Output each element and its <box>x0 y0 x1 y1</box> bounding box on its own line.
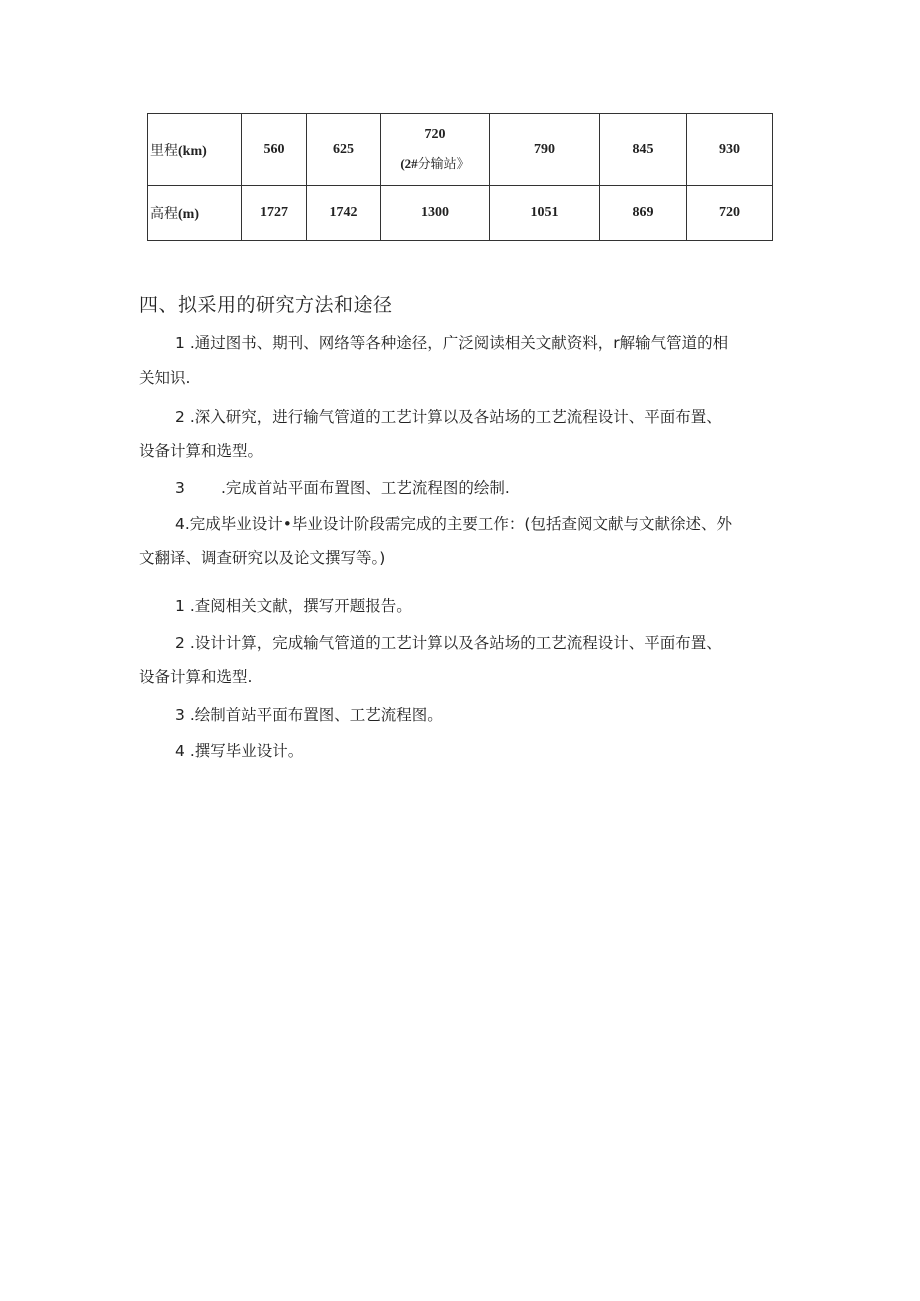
table-cell: 869 <box>600 186 687 241</box>
row-label: 里程 <box>150 142 178 159</box>
table-row-mileage <box>148 114 773 186</box>
item-number: 1 <box>175 334 185 352</box>
table-cell: 930 <box>687 114 773 186</box>
item-text: .绘制首站平面布置图、工艺流程图。 <box>189 706 443 724</box>
table-cell: 1300 <box>381 186 490 241</box>
work-item-2-cont: 设备计算和选型. <box>139 668 253 686</box>
table-cell: 720 <box>687 186 773 241</box>
item-text: .撰写毕业设计。 <box>189 742 304 760</box>
row-unit: (m) <box>178 207 199 222</box>
elevation-table <box>147 113 773 241</box>
item-text: .通过图书、期刊、网络等各种途径，广泛阅读相关文献资料，r解输气管道的相 <box>189 334 729 352</box>
item-number: 3 <box>175 479 185 497</box>
method-item-1 <box>175 331 728 353</box>
work-intro: 4.完成毕业设计•毕业设计阶段需完成的主要工作：(包括查阅文献与文献徐述、外 <box>175 515 732 533</box>
item-text: .深入研究，进行输气管道的工艺计算以及各站场的工艺流程设计、平面布置、 <box>189 408 722 426</box>
table-cell: 1727 <box>242 186 307 241</box>
method-item-3 <box>175 476 510 498</box>
work-intro-cont: 文翻译、调查研究以及论文撰写等。) <box>139 549 386 567</box>
table-cell: 1742 <box>307 186 381 241</box>
item-text: .设计计算，完成输气管道的工艺计算以及各站场的工艺流程设计、平面布置、 <box>189 634 722 652</box>
item-number: 3 <box>175 706 185 724</box>
row-unit: (km) <box>178 143 207 159</box>
row-label: 高程 <box>150 206 178 222</box>
work-item-4 <box>175 739 303 761</box>
work-item-1 <box>175 594 412 616</box>
method-item-2 <box>175 405 722 427</box>
section-heading: 四、拟采用的研究方法和途径 <box>139 294 393 316</box>
method-item-2-cont: 设备计算和选型。 <box>139 442 264 460</box>
table-cell: 560 <box>242 114 307 186</box>
work-item-3 <box>175 703 443 725</box>
table-row-elevation <box>148 186 773 241</box>
row-header-elevation <box>148 186 242 241</box>
method-item-1-cont: 关知识. <box>139 369 191 387</box>
row-header-mileage <box>148 114 242 186</box>
cell-value: 720 <box>424 127 446 142</box>
item-number: 1 <box>175 597 185 615</box>
table-cell: 845 <box>600 114 687 186</box>
work-item-2 <box>175 631 722 653</box>
item-number: 4 <box>175 742 185 760</box>
table-cell: 790 <box>490 114 600 186</box>
item-number: 2 <box>175 634 185 652</box>
item-text: .完成首站平面布置图、工艺流程图的绘制. <box>221 479 510 497</box>
item-text: .查阅相关文献，撰写开题报告。 <box>189 597 412 615</box>
table-cell: 625 <box>307 114 381 186</box>
table-cell-station <box>381 114 490 186</box>
table-cell: 1051 <box>490 186 600 241</box>
cell-note: (2#分输站》 <box>400 156 470 172</box>
item-number: 2 <box>175 408 185 426</box>
